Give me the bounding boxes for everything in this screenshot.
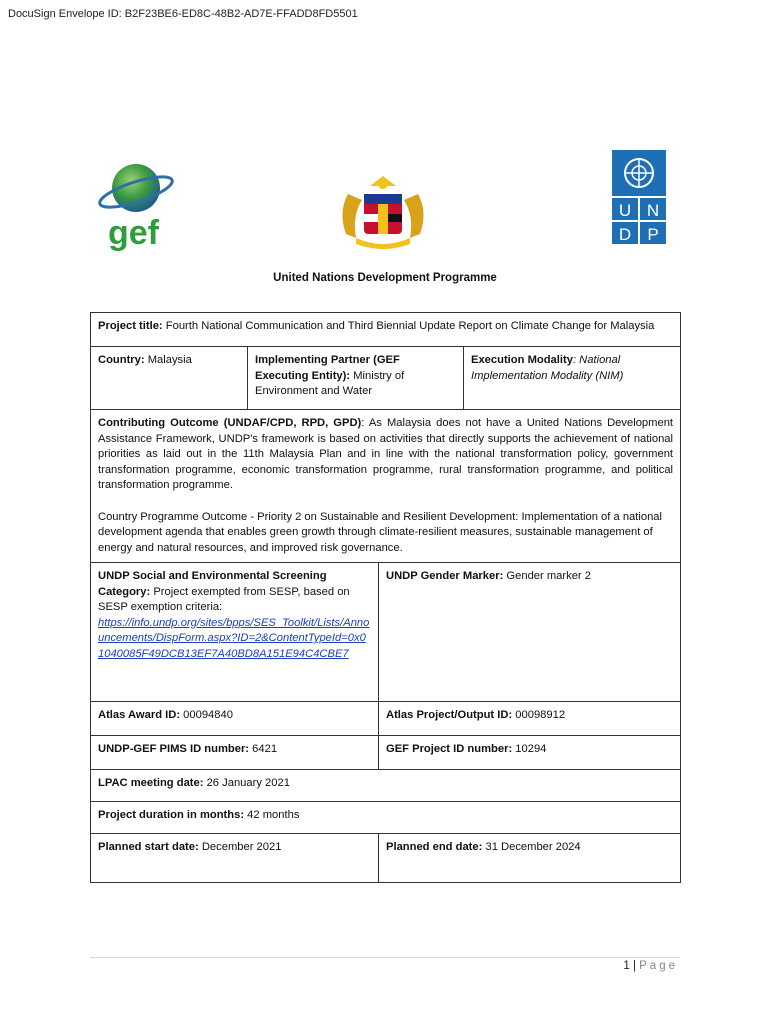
- sesp-exemption-link[interactable]: https://info.undp.org/sites/bpps/SES_Toolkit/Lists/Announcements/DispForm.aspx?ID=2&ContentTypeId=0x01040085F49DCB13EF7A40BD8A151E94C4CBE7: [98, 616, 370, 660]
- lpac-date-label: LPAC meeting date:: [98, 777, 204, 789]
- document-title: United Nations Development Programme: [273, 272, 497, 284]
- project-info-table: [90, 312, 681, 883]
- gef-logo-text: gef: [108, 214, 159, 252]
- country-row: [91, 347, 681, 410]
- undp-logo: [612, 150, 666, 244]
- lpac-date-value: 26 January 2021: [206, 777, 290, 789]
- planned-start-value: December 2021: [201, 841, 282, 853]
- duration-row: [91, 802, 681, 834]
- outcome-row: [91, 410, 681, 563]
- page-number: [623, 960, 678, 972]
- contributing-outcome-value: : As Malaysia does not have a United Nations Development Assistance Framework, UNDP's framework is based on activities that directly supports the achievement of national priorities as laid out in the 11th Malaysia Plan and in line with the national transformation policy, government transformation programme, economic transformation programme, rural transformation programme, and political transformation programme.: [98, 417, 674, 491]
- gender-marker-value: Gender marker 2: [506, 570, 591, 582]
- execution-modality-value: : National Implementation Modality (NIM): [471, 354, 624, 382]
- gef-logo: [92, 158, 178, 258]
- sesp-category-value: Project exempted from SESP, based on SESP exemption criteria:: [98, 585, 350, 613]
- duration-value: 42 months: [247, 809, 300, 821]
- execution-modality-label: Execution Modality: [471, 354, 573, 366]
- contributing-outcome-label: Contributing Outcome (UNDAF/CPD, RPD, GPD): [98, 417, 362, 429]
- pims-row: [91, 736, 681, 770]
- footer-divider: [90, 957, 680, 958]
- duration-label: Project duration in months:: [98, 809, 245, 821]
- dates-row: [91, 834, 681, 883]
- atlas-project-value: 00098912: [515, 709, 566, 721]
- atlas-row: [91, 702, 681, 736]
- pims-label: UNDP-GEF PIMS ID number:: [98, 743, 250, 755]
- undp-letter-u: U: [618, 201, 632, 220]
- atlas-project-label: Atlas Project/Output ID:: [386, 709, 513, 721]
- atlas-award-label: Atlas Award ID:: [98, 709, 181, 721]
- docusign-envelope-id: DocuSign Envelope ID: B2F23BE6-ED8C-48B2-AD7E-FFADD8FD5501: [8, 8, 358, 20]
- planned-end-value: 31 December 2024: [485, 841, 581, 853]
- undp-letter-d: D: [618, 225, 632, 244]
- country-label: Country:: [98, 354, 145, 366]
- planned-start-label: Planned start date:: [98, 841, 199, 853]
- undp-letter-p: P: [647, 225, 659, 244]
- page-word: Page: [639, 960, 678, 972]
- gef-project-id-label: GEF Project ID number:: [386, 743, 513, 755]
- undp-letter-n: N: [646, 201, 660, 220]
- sesp-row: [91, 563, 681, 702]
- implementing-partner-label: Implementing Partner (GEF Executing Entity):: [255, 354, 400, 382]
- pims-value: 6421: [252, 743, 278, 755]
- project-title-row: [91, 313, 681, 347]
- project-title-label: Project title:: [98, 320, 163, 332]
- implementing-partner-value: Ministry of Environment and Water: [255, 369, 405, 397]
- country-value: Malaysia: [147, 354, 192, 366]
- page-separator: |: [632, 960, 636, 972]
- page-number-value: 1: [623, 960, 630, 972]
- gef-project-id-value: 10294: [515, 743, 547, 755]
- gender-marker-label: UNDP Gender Marker:: [386, 570, 504, 582]
- atlas-award-value: 00094840: [183, 709, 233, 721]
- malaysia-coat-of-arms: [330, 172, 436, 252]
- country-programme-outcome: Country Programme Outcome - Priority 2 on Sustainable and Resilient Development: Implementation of a national development agenda that enables green growth through climate-resilient measures, sustainable management of energy and natural resources, and improved risk governance.: [98, 510, 663, 554]
- lpac-row: [91, 770, 681, 802]
- project-title-value: Fourth National Communication and Third Biennial Update Report on Climate Change for Malaysia: [165, 320, 655, 332]
- sesp-category-label: UNDP Social and Environmental Screening Category:: [98, 570, 327, 598]
- planned-end-label: Planned end date:: [386, 841, 483, 853]
